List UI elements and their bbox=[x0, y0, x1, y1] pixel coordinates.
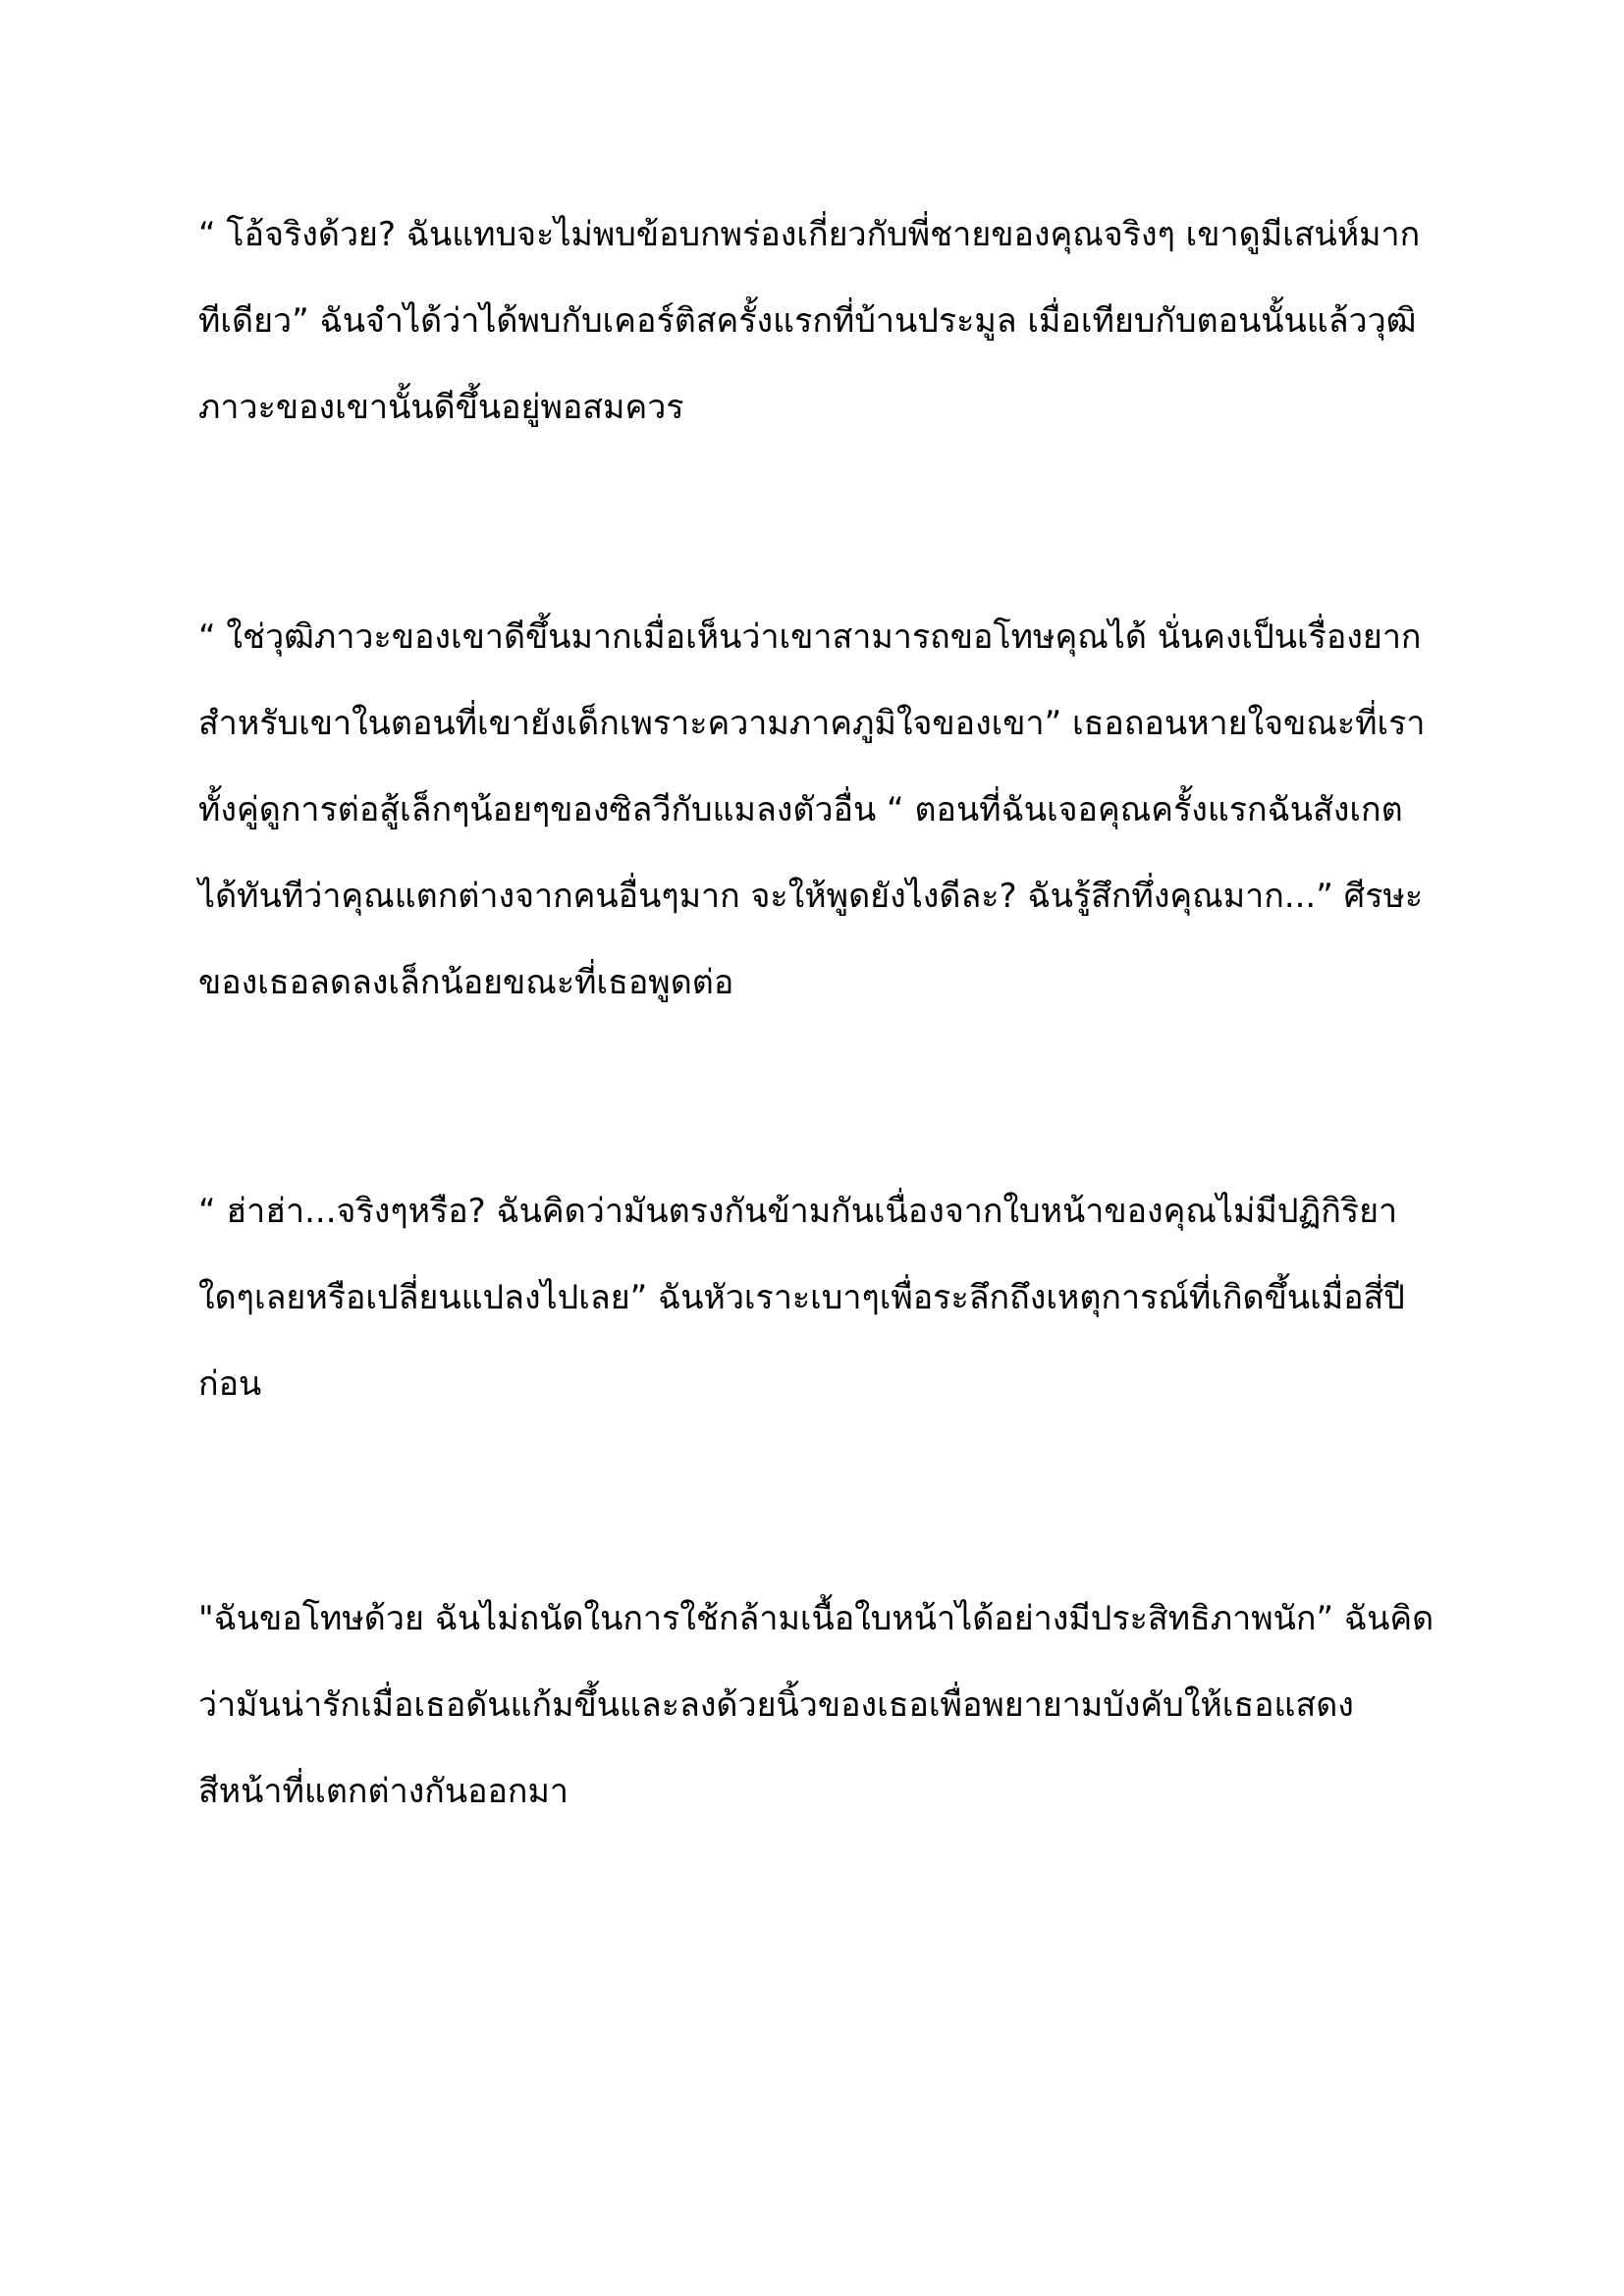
paragraph-2: “ ใช่วุฒิภาวะของเขาดีขึ้นมากเมื่อเห็นว่าเขาสามารถขอโทษคุณได้ นั่นคงเป็นเรื่องยากสำหรับเขาในตอนที่เขายังเด็กเพราะความภาคภูมิใจของเขา” เธอถอนหายใจขณะที่เราทั้งคู่ดูการต่อสู้เล็กๆน้อยๆของซิลวีกับแมลงตัวอื่น “ ตอนที่ฉันเจอคุณครั้งแรกฉันสังเกตได้ทันทีว่าคุณแตกต่างจากคนอื่นๆมาก จะให้พูดยังไงดีละ? ฉันรู้สึกทึ่งคุณมาก...” ศีรษะของเธอลดลงเล็กน้อยขณะที่เธอพูดต่อ bbox=[198, 617, 1426, 1002]
paragraph-4: "ฉันขอโทษด้วย ฉันไม่ถนัดในการใช้กล้ามเนื้อใบหน้าได้อย่างมีประสิทธิภาพนัก” ฉันคิดว่ามันน่ารักเมื่อเธอดันแก้มขึ้นและลงด้วยนิ้วของเธอเพื่อพยายามบังคับให้เธอแสดงสีหน้าที่แตกต่างกันออกมา bbox=[198, 1599, 1435, 1811]
paragraph-1: “ โอ้จริงด้วย? ฉันแทบจะไม่พบข้อบกพร่องเกี่ยวกับพี่ชายของคุณจริงๆ เขาดูมีเสน่ห์มากทีเดียว” ฉันจำได้ว่าได้พบกับเคอร์ติสครั้งแรกที่บ้านประมูล เมื่อเทียบกับตอนนั้นแล้ววุฒิภาวะของเขานั้นดีขึ้นอยู่พอสมควร bbox=[198, 215, 1421, 427]
paragraph-3: “ ฮ่าฮ่า...จริงๆหรือ? ฉันคิดว่ามันตรงกันข้ามกันเนื่องจากใบหน้าของคุณไม่มีปฏิกิริยาใดๆเลยหรือเปลี่ยนแปลงไปเลย” ฉันหัวเราะเบาๆเพื่อระลึกถึงเหตุการณ์ที่เกิดขึ้นเมื่อสี่ปีก่อน bbox=[198, 1192, 1405, 1404]
